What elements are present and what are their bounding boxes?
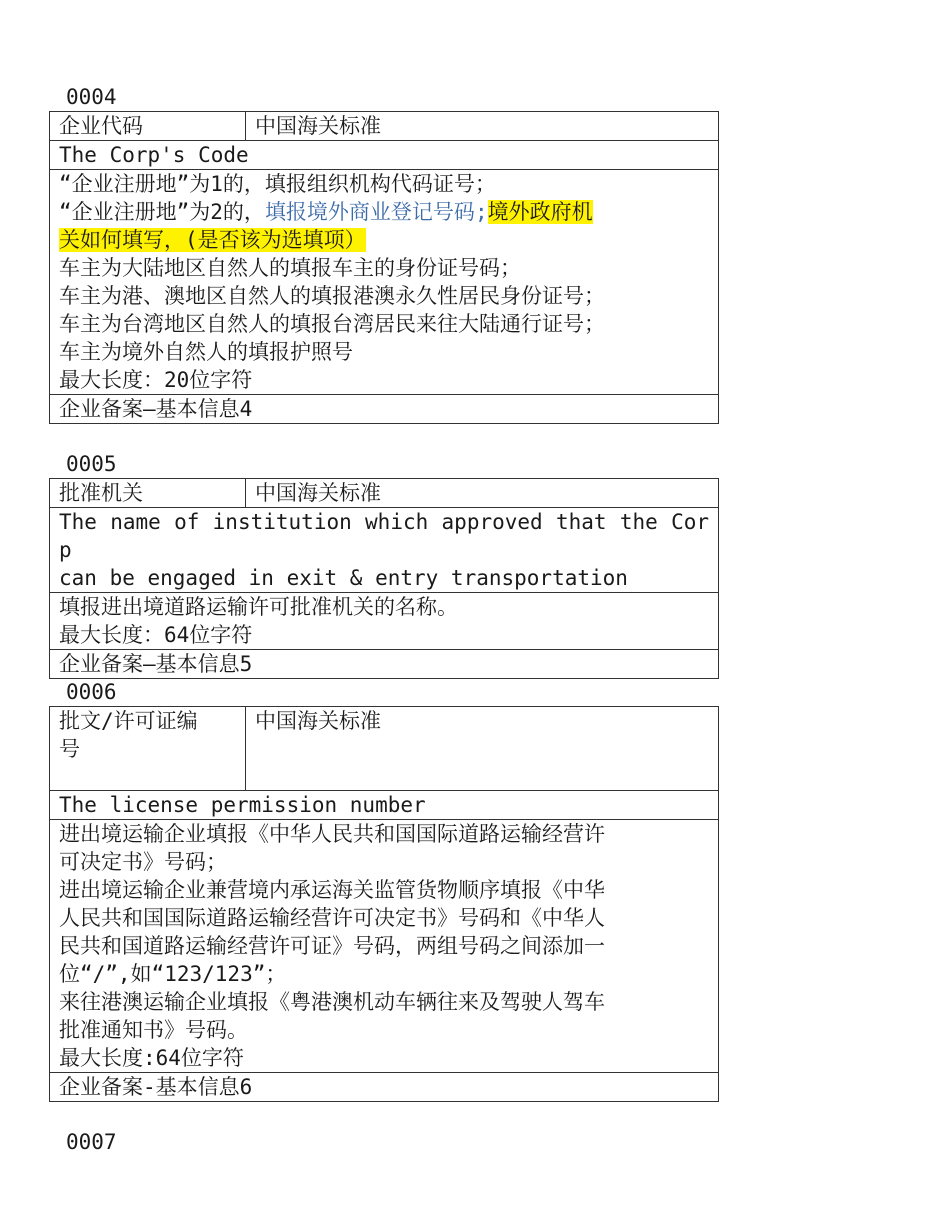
description-line: 填报进出境道路运输许可批准机关的名称。	[59, 595, 458, 619]
field-standard: 中国海关标准	[246, 707, 719, 791]
table-row	[50, 170, 719, 395]
description-line: 来往港澳运输企业填报《粤港澳机动车辆往来及驾驶人驾车	[59, 990, 605, 1014]
description-line: 车主为境外自然人的填报护照号	[59, 340, 353, 364]
table-row	[50, 707, 719, 791]
description-line: 车主为港、澳地区自然人的填报港澳永久性居民身份证号；	[59, 284, 605, 308]
english-line: can be engaged in exit & entry transportation	[59, 566, 628, 590]
table-row	[50, 791, 719, 820]
field-standard: 中国海关标准	[246, 112, 719, 141]
table-row	[50, 820, 719, 1073]
entry-table-0006	[49, 706, 719, 1102]
description-line	[59, 226, 709, 254]
field-name: 企业代码	[50, 112, 246, 141]
field-description	[50, 593, 719, 650]
field-name	[50, 707, 246, 791]
description-text: “企业注册地”为2的，	[59, 200, 265, 224]
field-description	[50, 820, 719, 1073]
description-line: 车主为台湾地区自然人的填报台湾居民来往大陆通行证号；	[59, 312, 605, 336]
entry-table-0005	[49, 478, 719, 679]
field-english-name: The Corp's Code	[50, 141, 719, 170]
table-row	[50, 141, 719, 170]
description-line: 车主为大陆地区自然人的填报车主的身份证号码；	[59, 256, 521, 280]
table-row	[50, 508, 719, 593]
entry-code-0007: 0007	[66, 1130, 117, 1154]
separator: ;	[474, 200, 488, 224]
table-row	[50, 593, 719, 650]
description-line: 可决定书》号码；	[59, 850, 227, 874]
highlighted-note: 境外政府机	[487, 200, 593, 224]
name-line: 批文/许可证编	[59, 709, 198, 733]
field-english-name: The license permission number	[50, 791, 719, 820]
entry-table-0004	[49, 111, 719, 424]
field-source: 企业备案-基本信息6	[50, 1073, 719, 1102]
field-source: 企业备案—基本信息4	[50, 395, 719, 424]
description-line: 民共和国道路运输经营许可证》号码，两组号码之间添加一	[59, 934, 605, 958]
highlighted-note: 关如何填写，(是否该为选填项）	[59, 228, 366, 252]
table-row	[50, 395, 719, 424]
entry-code-0004: 0004	[66, 85, 117, 109]
entry-code-0005: 0005	[66, 452, 117, 476]
field-standard: 中国海关标准	[246, 479, 719, 508]
table-row	[50, 1073, 719, 1102]
table-row	[50, 650, 719, 679]
description-line: 进出境运输企业兼营境内承运海关监管货物顺序填报《中华	[59, 878, 605, 902]
description-line: 人民共和国国际道路运输经营许可决定书》号码和《中华人	[59, 906, 605, 930]
english-line: The name of institution which approved that the Corp	[59, 510, 709, 562]
field-source: 企业备案—基本信息5	[50, 650, 719, 679]
field-english-name	[50, 508, 719, 593]
description-line: 进出境运输企业填报《中华人民共和国国际道路运输经营许	[59, 822, 605, 846]
description-line: 位“/”,如“123/123”；	[59, 962, 287, 986]
max-length-line: 最大长度：20位字符	[59, 368, 253, 392]
table-row	[50, 479, 719, 508]
max-length-line: 最大长度：64位字符	[59, 623, 253, 647]
field-name: 批准机关	[50, 479, 246, 508]
name-line: 号	[59, 737, 80, 761]
description-line: “企业注册地”为1的，填报组织机构代码证号；	[59, 172, 496, 196]
table-row	[50, 112, 719, 141]
description-line: 批准通知书》号码。	[59, 1018, 248, 1042]
overseas-registration-link-text: 填报境外商业登记号码	[264, 200, 475, 224]
field-description	[50, 170, 719, 395]
entry-code-0006: 0006	[66, 680, 117, 704]
description-line	[59, 198, 709, 226]
max-length-line: 最大长度:64位字符	[59, 1046, 244, 1070]
